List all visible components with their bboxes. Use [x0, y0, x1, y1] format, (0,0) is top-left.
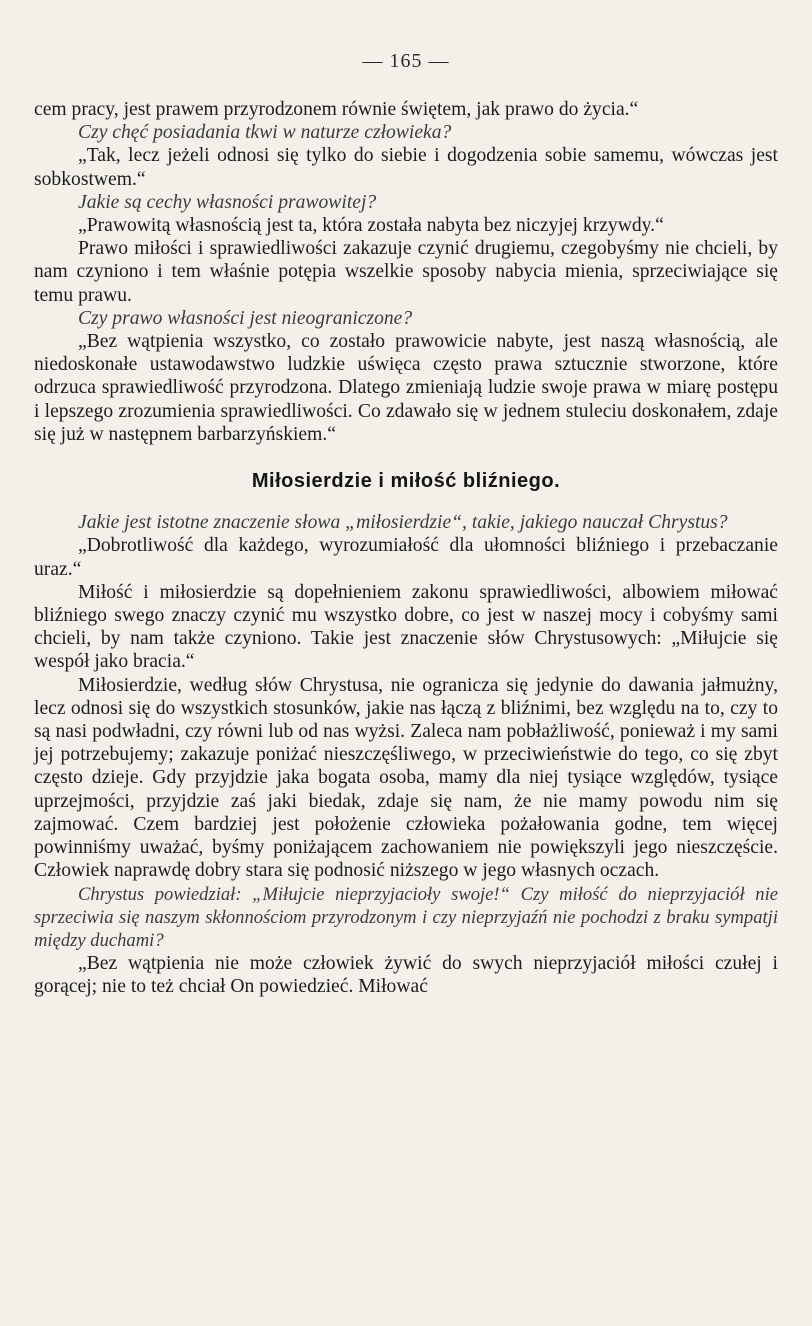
page-number: — 165 — — [362, 50, 450, 72]
answer: „Dobrotliwość dla każdego, wyrozumiałość dla ułomności bliźniego i przebaczanie uraz.“ — [34, 535, 778, 580]
paragraph: Prawo miłości i sprawiedliwości zakazuje czynić drugiemu, czegobyśmy nie chcieli, by nam czyniono i tem właśnie potępia wszelkie sposoby nabycia mienia, sprzeciwiające się temu prawu. — [34, 238, 778, 306]
answer: „Prawowitą własnością jest ta, która została nabyta bez niczyjej krzywdy.“ — [78, 215, 664, 237]
paragraph: cem pracy, jest prawem przyrodzonem równie świętem, jak prawo do życia.“ — [34, 99, 639, 120]
question: Jakie są cechy własności prawowitej? — [78, 191, 377, 213]
question: Chrystus powiedział: „Miłujcie nieprzyjacioły swoje!“ Czy miłość do nieprzyjaciół nie sprzeciwia się naszym skłonnościom przyrodzonym i czy nieprzyjaźń nie pochodzi z braku sympatji między duchami? — [34, 883, 778, 951]
page-body — [34, 98, 778, 999]
answer: „Bez wątpienia wszystko, co zostało prawowicie nabyte, jest naszą własnością, ale niedoskonałe ustawodawstwo ludzkie uświęca często prawa sztucznie stworzone, które odrzuca sprawiedliwość przyrodzona. Dlatego zmieniają ludzie swoje prawa w miarę postępu i lepszego zrozumienia sprawiedliwości. Co zdawało się w jednem stuleciu doskonałem, zdaje się już w następnem barbarzyńskiem.“ — [34, 331, 778, 445]
paragraph: Miłość i miłosierdzie są dopełnieniem zakonu sprawiedliwości, albowiem miłować bliźniego swego znaczy czynić mu wszystko dobre, co jest w naszej mocy i cobyśmy sami chcieli, by nam także czyniono. Takie jest znaczenie słów Chrystusowych: „Miłujcie się wespół jako bracia.“ — [34, 581, 778, 673]
question: Jakie jest istotne znaczenie słowa „miłosierdzie“, takie, jakiego nauczał Chrystus? — [78, 512, 728, 534]
answer: „Bez wątpienia nie może człowiek żywić do swych nieprzyjaciół miłości czułej i gorącej; nie to też chciał On powiedzieć. Miłować — [34, 953, 778, 998]
paragraph: Miłosierdzie, według słów Chrystusa, nie ogranicza się jedynie do dawania jałmużny, lecz odnosi się do wszystkich stosunków, jakie nas łączą z bliźnimi, bez względu na to, czy to są nasi podwładni, czy równi lub od nas wyżsi. Zaleca nam pobłażliwość, ponieważ i my sami jej potrzebujemy; zakazuje poniżać nieszczęśliwego, w przeciwieństwie do tego, co się zbyt często dzieje. Gdy przyjdzie jaka bogata osoba, mamy dla niej tysiące względów, tysiące uprzejmości, przyjdzie zaś jaki biedak, zdaje się nam, że nie mamy powodu nim się zajmować. Czem bardziej jest położenie człowieka pożałowania godne, tem więcej powinniśmy uważać, byśmy poniżającem zachowaniem nie powiększyli jego nieszczęście. Człowiek naprawdę dobry stara się podnosić niższego w jego własnych oczach. — [34, 674, 778, 882]
section-heading: Miłosierdzie i miłość bliźniego. — [251, 470, 561, 493]
answer: „Tak, lecz jeżeli odnosi się tylko do siebie i dogodzenia sobie samemu, wówczas jest sobkostwem.“ — [34, 145, 778, 190]
question: Czy prawo własności jest nieograniczone? — [78, 307, 413, 329]
question: Czy chęć posiadania tkwi w naturze człowieka? — [78, 122, 452, 144]
